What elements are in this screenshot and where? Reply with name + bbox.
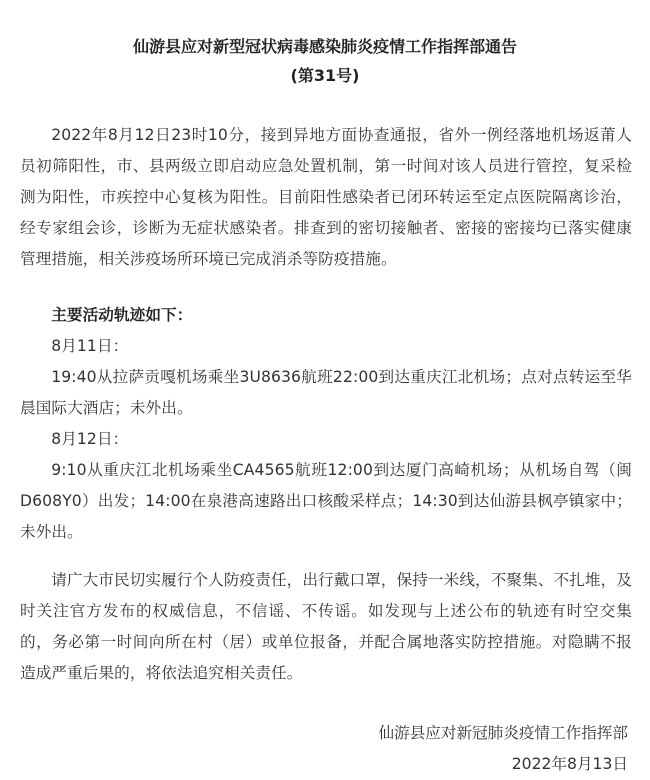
document-title: 仙游县应对新型冠状病毒感染肺炎疫情工作指挥部通告 <box>132 37 517 56</box>
track-details-2: 9:10从重庆江北机场乘坐CA4565航班12:00到达厦门高崎机场；从机场自驾（闽D608Y0）出发；14:00在泉港高速路出口核酸采样点；14:30到达仙游县枫亭镇家中；未外出。 <box>20 461 632 541</box>
track-date-1: 8月11日： <box>51 337 129 355</box>
track-heading: 主要活动轨迹如下： <box>51 306 193 324</box>
track-details-1: 19:40从拉萨贡嘎机场乘坐3U8636航班22:00到达重庆江北机场；点对点转运至华晨国际大酒店；未外出。 <box>20 368 632 417</box>
document-number: (第31号) <box>290 66 360 85</box>
signature-organization: 仙游县应对新冠肺炎疫情工作指挥部 <box>378 724 628 742</box>
track-date-2: 8月12日： <box>51 430 129 448</box>
signature-date: 2022年8月13日 <box>511 755 628 773</box>
intro-paragraph: 2022年8月12日23时10分，接到异地方面协查通报，省外一例经落地机场返莆人员初筛阳性，市、县两级立即启动应急处置机制，第一时间对该人员进行管控，复采检测为阳性，市疾控中心复核为阳性。目前阳性感染者已闭环转运至定点医院隔离诊治，经专家组会诊，诊断为无症状感染者。排查到的密切接触者、密接的密接均已落实健康管理措施，相关涉疫场所环境已完成消杀等防疫措施。 <box>20 126 632 268</box>
notice-paragraph: 请广大市民切实履行个人防疫责任，出行戴口罩，保持一米线，不聚集、不扎堆，及时关注官方发布的权威信息，不信谣、不传谣。如发现与上述公布的轨迹有时空交集的，务必第一时间向所在村（居）或单位报备，并配合属地落实防控措施。对隐瞒不报造成严重后果的，将依法追究相关责任。 <box>20 571 632 682</box>
